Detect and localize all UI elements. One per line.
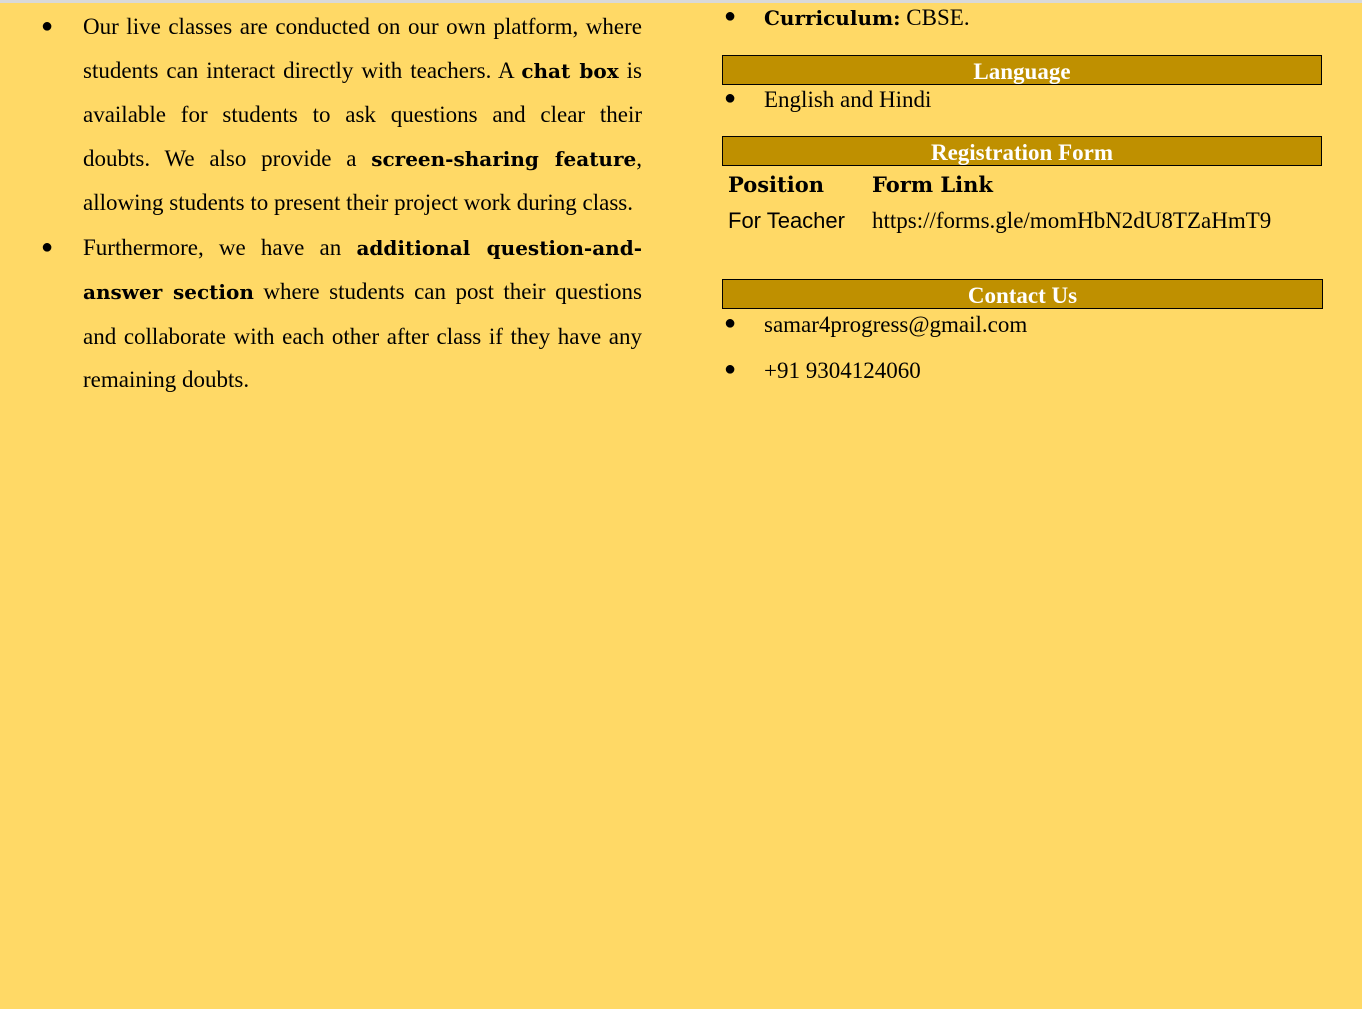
bullet-icon: ● <box>724 87 737 109</box>
feature-highlight: chat box <box>521 58 619 83</box>
curriculum-value: CBSE. <box>900 5 970 30</box>
bullet-icon: ● <box>724 312 737 334</box>
feature-highlight: additional question-and-answer section <box>83 235 642 304</box>
feature-item-live-classes <box>36 5 642 225</box>
feature-text: where students can post their questions and collaborate with each other after class if they have any remaining doubts. <box>83 279 642 392</box>
feature-text: is available for students to ask questions and clear their doubts. We also provide a <box>83 57 642 171</box>
curriculum-label: Curriculum: <box>764 6 901 30</box>
language-header: Language <box>722 55 1322 85</box>
feature-text: Furthermore, we have an <box>83 234 357 260</box>
feature-item-qa-section <box>36 226 642 402</box>
registration-link[interactable]: https://forms.gle/momHbN2dU8TZaHmT9 <box>872 208 1272 233</box>
registration-header: Registration Form <box>722 136 1322 166</box>
bullet-icon: ● <box>41 15 54 37</box>
contact-phone[interactable]: +91 9304124060 <box>764 358 921 383</box>
contact-email[interactable]: samar4progress@gmail.com <box>764 312 1028 337</box>
bullet-icon: ● <box>724 358 737 380</box>
table-cell-position: For Teacher <box>728 208 845 233</box>
bullet-icon: ● <box>724 5 737 27</box>
table-header-position: Position <box>728 172 824 197</box>
features-column <box>36 5 642 403</box>
top-divider <box>0 0 1362 3</box>
language-value: English and Hindi <box>764 87 932 112</box>
feature-text: Our live classes are conducted on our own platform, where students can interact directly with teachers. A <box>83 14 642 83</box>
bullet-icon: ● <box>41 235 54 258</box>
feature-highlight: screen-sharing feature <box>371 146 637 171</box>
features-list <box>36 5 642 402</box>
feature-text: , allowing students to present their project work during class. <box>83 145 642 215</box>
contact-header: Contact Us <box>722 279 1323 309</box>
table-header-form-link: Form Link <box>872 172 993 197</box>
